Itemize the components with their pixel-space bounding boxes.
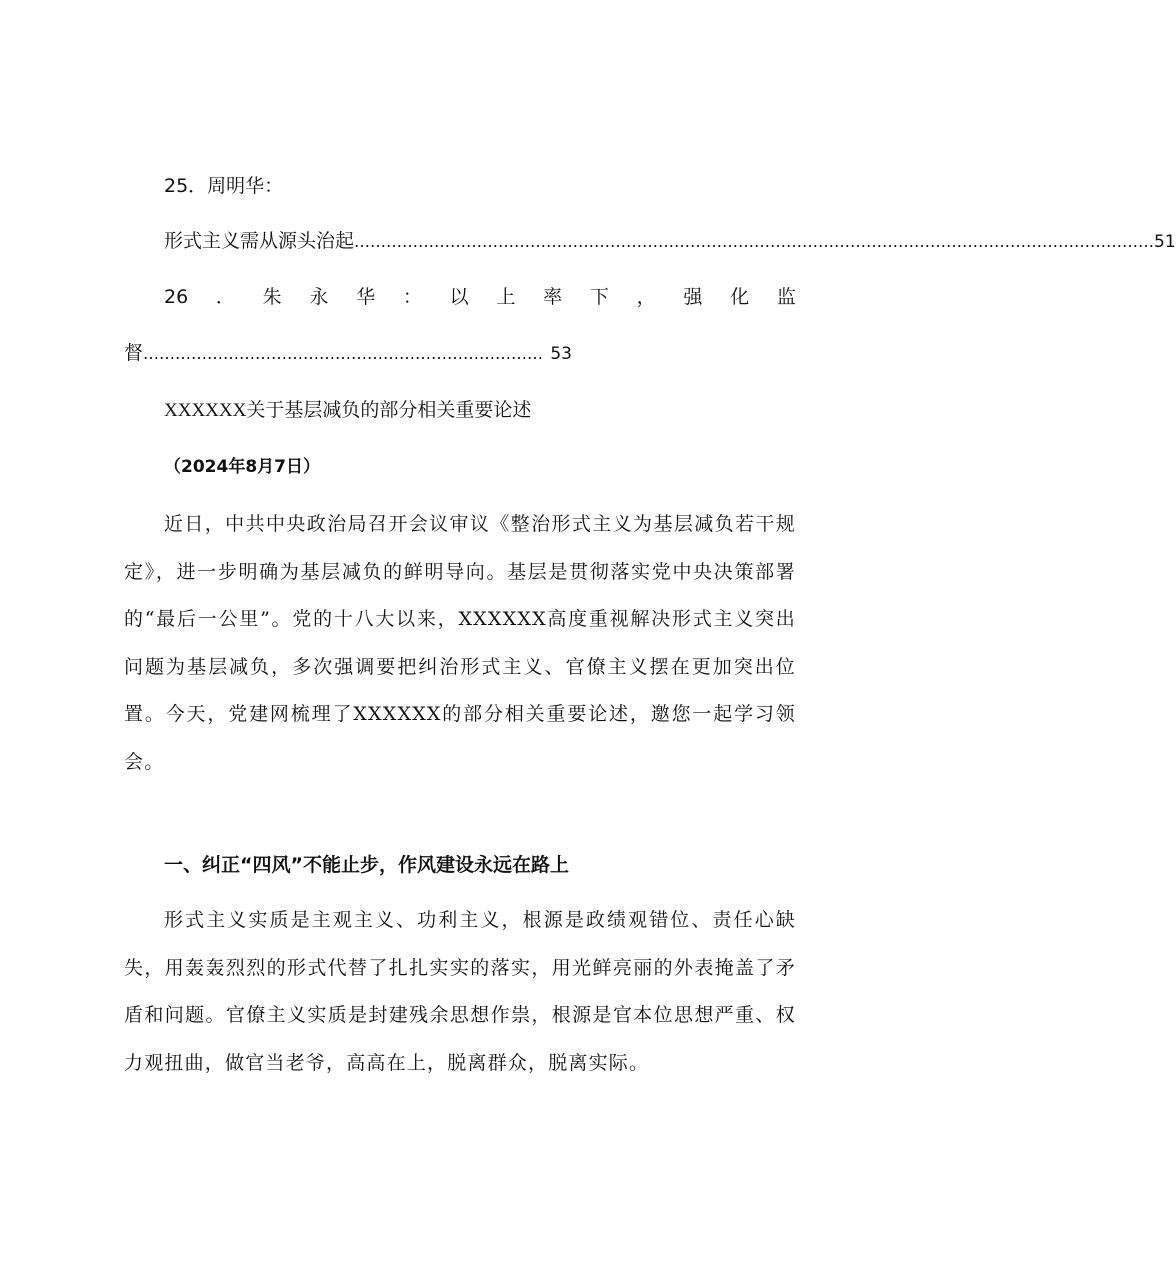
toc-entry-25-title: 形式主义需从源头治起	[164, 230, 355, 252]
toc-entry-26-char: ．	[215, 286, 235, 308]
toc-entry-26-cont-text: 督	[124, 342, 144, 364]
toc-entry-26-char: 26	[164, 286, 189, 308]
toc-leader-dots: ……………………………………………………………………………………………………………………………………	[354, 232, 1155, 251]
toc-entry-26-char: 化	[730, 286, 750, 308]
toc-entry-25-heading: 25．周明华：	[164, 175, 284, 197]
toc-entry-26-char: 上	[496, 286, 516, 308]
toc-entry-26-char: 强	[683, 286, 703, 308]
toc-leader-dots: …………………………………………………………………	[143, 344, 544, 363]
toc-entry-26-char: 朱	[262, 286, 282, 308]
intro-paragraph: 近日，中共中央政治局召开会议审议《整治形式主义为基层减负若干规定》，进一步明确为基层减负的鲜明导向。基层是贯彻落实党中央决策部署的“最后一公里”。党的十八大以来，XXXXXX高度重视解决形式主义突出问题为基层减负，多次强调要把纠治形式主义、官僚主义摆在更加突出位置。今天，党建网梳理了XXXXXX的部分相关重要论述，邀您一起学习领会。	[124, 513, 796, 773]
article-title: XXXXXX关于基层减负的部分相关重要论述	[164, 400, 532, 421]
toc-entry-26-page: 53	[550, 344, 572, 364]
toc-entry-25-page: 51	[1154, 232, 1176, 252]
toc-entry-26-char: 以	[449, 286, 469, 308]
toc-entry-26-char: 下	[589, 286, 609, 308]
toc-entry-26-char: ，	[636, 286, 656, 308]
section-body: 形式主义实质是主观主义、功利主义，根源是政绩观错位、责任心缺失，用轰轰烈烈的形式代替了扎扎实实的落实，用光鲜亮丽的外表掩盖了矛盾和问题。官僚主义实质是封建残余思想作祟，根源是官本位思想严重、权力观扭曲，做官当老爷，高高在上，脱离群众，脱离实际。	[124, 909, 796, 1074]
section-heading: 一、纠正“四风”不能止步，作风建设永远在路上	[164, 854, 569, 876]
toc-entry-26-char: 率	[543, 286, 563, 308]
toc-entry-26-char: 华	[356, 286, 376, 308]
toc-entry-25[interactable]	[164, 229, 1176, 254]
toc-entry-26-char: 永	[309, 286, 329, 308]
toc-entry-26-char: ：	[402, 286, 422, 308]
toc-entry-26[interactable]	[164, 285, 796, 309]
toc-entry-26-char: 监	[776, 286, 796, 308]
article-date: （2024年8月7日）	[164, 457, 320, 477]
toc-entry-26-cont[interactable]	[124, 341, 572, 366]
